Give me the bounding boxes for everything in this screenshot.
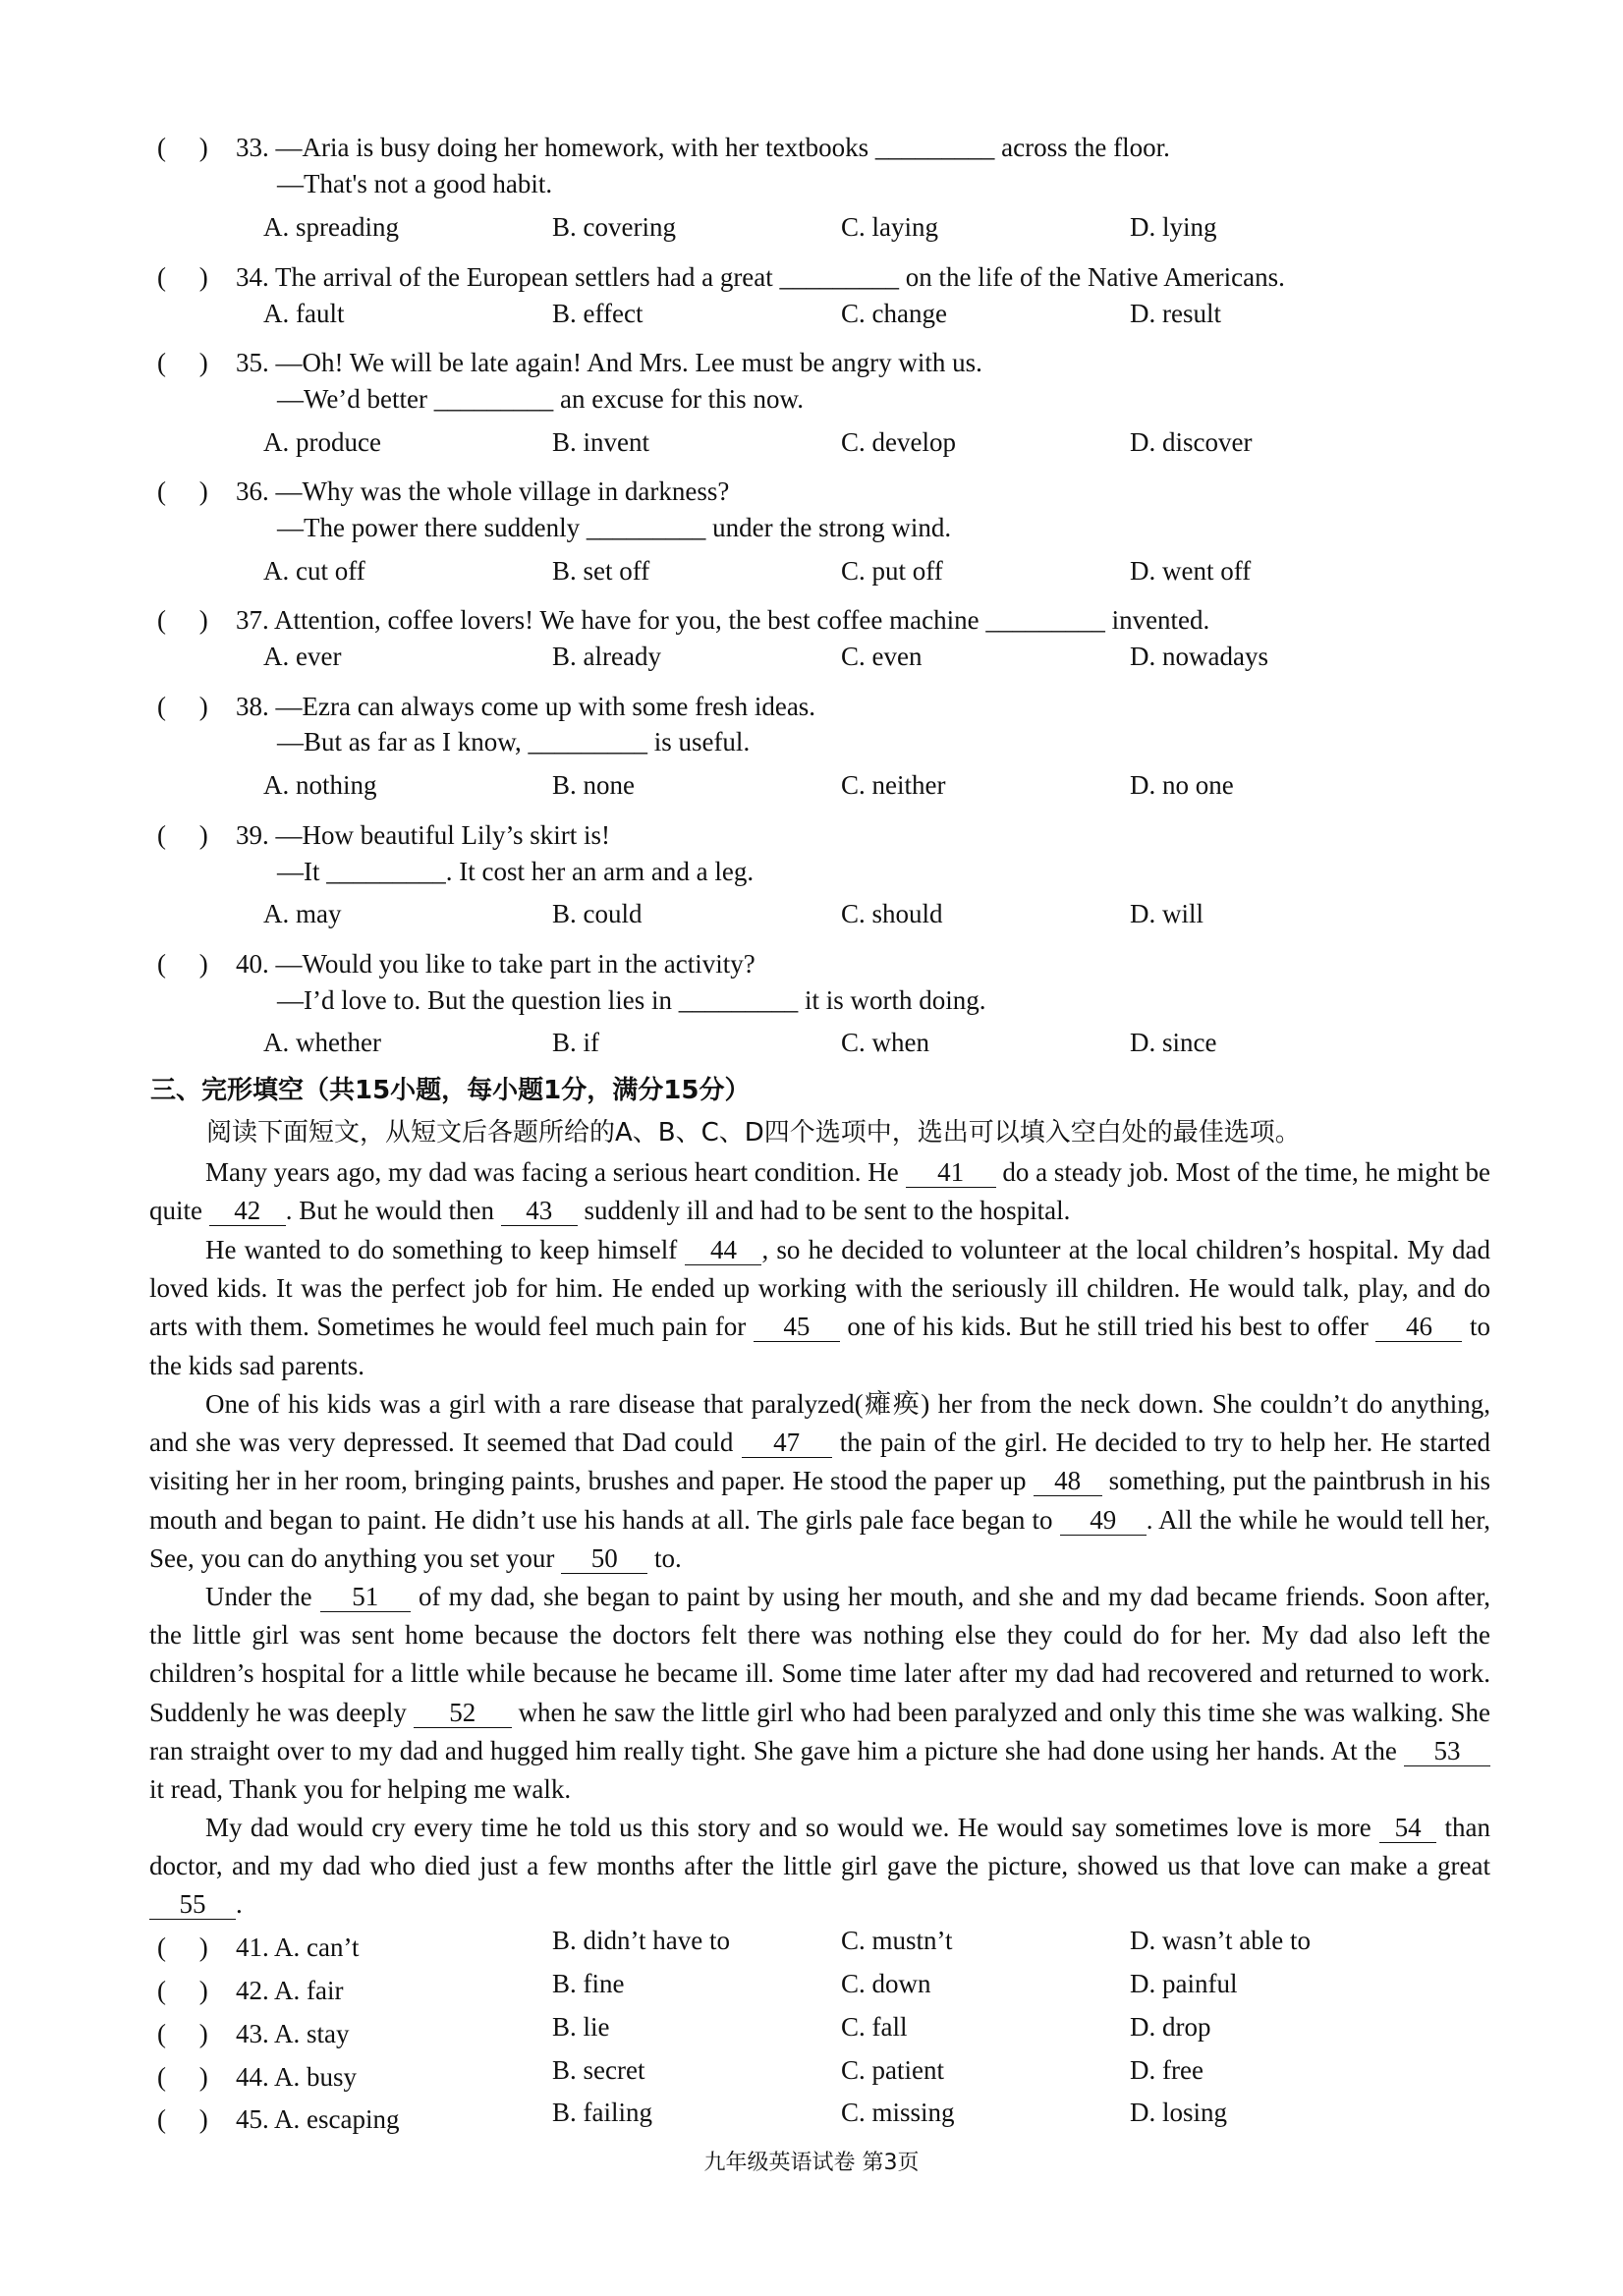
option-b: B. set off	[552, 556, 650, 586]
cloze-blank-44[interactable]: 44	[685, 1235, 761, 1265]
passage-paragraph-4: Under the 51 of my dad, she began to paint by using her mouth, and she and my dad became friends. Soon after, the little girl was sent home because the doctors felt there was nothing else they could do for her. My dad also left the children’s hospital for a little while because he became ill. Some time later after my dad had recovered and returned to work. Suddenly he was deeply 52 when he saw the little girl who had been paralyzed and only this time she was walking. She ran straight over to my dad and hugged him really tight. She gave him a picture she had done using her hands. At the 53 it read, Thank you for helping me walk.	[149, 1582, 1491, 1805]
passage-paragraph-2: He wanted to do something to keep himself 44 , so he decided to volunteer at the local children’s hospital. My dad loved kids. It was the perfect job for him. He ended up working with the seriously ill children. He would talk, play, and do arts with them. Sometimes he would feel much pain for 45 one of his kids. But he still tried his best to offer 46 to the kids sad parents.	[149, 1235, 1491, 1380]
question-34	[157, 255, 1285, 294]
cloze-blank-54[interactable]: 54	[1379, 1813, 1436, 1843]
question-stem: 40. —Would you like to take part in the activity?	[236, 949, 756, 979]
cloze-blank-46[interactable]: 46	[1375, 1312, 1462, 1342]
question-36	[157, 470, 729, 508]
option-c: C. down	[841, 1969, 931, 1998]
option-a: A. may	[263, 899, 342, 928]
answer-bracket[interactable]: ( )	[157, 1932, 208, 1962]
cloze-question-45: ( ) 45. A. escaping	[157, 2098, 399, 2136]
question-stem: 34. The arrival of the European settlers had a great _________ on the life of the Native Americans.	[236, 262, 1285, 292]
option-d: D. free	[1130, 2055, 1203, 2085]
option-b: B. could	[552, 899, 643, 928]
question-stem: 38. —Ezra can always come up with some fresh ideas.	[236, 692, 816, 721]
question-39	[157, 813, 610, 852]
passage-paragraph-1: Many years ago, my dad was facing a serious heart condition. He 41 do a steady job. Most of the time, he might be quite 42 . But he would then 43 suddenly ill and had to be sent to the hospital.	[149, 1157, 1491, 1226]
cloze-question-41: ( ) 41. A. can’t	[157, 1926, 359, 1964]
option-d: D. drop	[1130, 2012, 1211, 2042]
option-c: C. fall	[841, 2012, 908, 2042]
option-c: C. when	[841, 1028, 929, 1057]
options-row	[263, 1969, 1442, 2008]
option-d: D. nowadays	[1130, 642, 1268, 671]
option-a: A. nothing	[263, 770, 377, 800]
option-b: B. invent	[552, 427, 649, 457]
option-d: D. painful	[1130, 1969, 1238, 1998]
answer-bracket[interactable]: ( )	[157, 348, 208, 377]
section-instruction: 阅读下面短文，从短文后各题所给的A、B、C、D四个选项中，选出可以填入空白处的最佳选项。	[206, 1118, 1301, 1148]
option-d: D. losing	[1130, 2098, 1228, 2127]
option-c: C. change	[841, 299, 947, 328]
answer-bracket[interactable]: ( )	[157, 2104, 208, 2134]
answer-bracket[interactable]: ( )	[157, 949, 208, 979]
cloze-blank-55[interactable]: 55	[149, 1889, 236, 1920]
options-row	[263, 1028, 1442, 1067]
question-33	[157, 126, 1170, 164]
question-stem: 37. Attention, coffee lovers! We have for you, the best coffee machine _________ invented.	[236, 605, 1210, 635]
answer-bracket[interactable]: ( )	[157, 692, 208, 721]
option-c: C. neither	[841, 770, 946, 800]
cloze-question-44: ( ) 44. A. busy	[157, 2055, 357, 2094]
option-d: D. will	[1130, 899, 1204, 928]
option-c: C. develop	[841, 427, 956, 457]
cloze-blank-43[interactable]: 43	[501, 1196, 578, 1226]
options-row	[263, 427, 1442, 467]
option-a: A. whether	[263, 1028, 381, 1057]
option-c: C. patient	[841, 2055, 944, 2085]
options-row	[263, 770, 1442, 810]
option-c: C. mustn’t	[841, 1926, 953, 1955]
options-row	[263, 556, 1442, 595]
question-40	[157, 942, 756, 980]
answer-bracket[interactable]: ( )	[157, 2062, 208, 2092]
answer-bracket[interactable]: ( )	[157, 262, 208, 292]
answer-bracket[interactable]: ( )	[157, 2019, 208, 2048]
question-reply: —That's not a good habit.	[277, 169, 553, 198]
option-d: D. wasn’t able to	[1130, 1926, 1311, 1955]
option-d: D. went off	[1130, 556, 1252, 586]
option-b: B. already	[552, 642, 661, 671]
option-b: B. didn’t have to	[552, 1926, 730, 1955]
question-reply: —I’d love to. But the question lies in _________ it is worth doing.	[277, 985, 986, 1015]
section-heading: 三、完形填空（共15小题，每小题1分，满分15分）	[150, 1076, 751, 1105]
cloze-blank-52[interactable]: 52	[414, 1698, 512, 1728]
option-b: B. none	[552, 770, 635, 800]
question-reply: —But as far as I know, _________ is useful.	[277, 727, 751, 756]
answer-bracket[interactable]: ( )	[157, 133, 208, 162]
cloze-blank-45[interactable]: 45	[754, 1312, 840, 1342]
cloze-blank-41[interactable]: 41	[906, 1157, 996, 1188]
option-d: D. result	[1130, 299, 1221, 328]
option-a: A. cut off	[263, 556, 365, 586]
question-reply: —It _________. It cost her an arm and a leg.	[277, 857, 755, 886]
option-c: C. even	[841, 642, 923, 671]
options-row	[263, 212, 1442, 252]
option-b: B. if	[552, 1028, 600, 1057]
option-a: A. produce	[263, 427, 381, 457]
question-reply: —We’d better _________ an excuse for this now.	[277, 384, 804, 414]
options-row	[263, 642, 1442, 681]
question-stem: 35. —Oh! We will be late again! And Mrs. Lee must be angry with us.	[236, 348, 982, 377]
option-c: C. laying	[841, 212, 938, 242]
page-footer: 九年级英语试卷 第3页	[703, 2151, 920, 2175]
options-row	[263, 2012, 1442, 2051]
cloze-question-43: ( ) 43. A. stay	[157, 2012, 350, 2050]
option-a: A. fault	[263, 299, 345, 328]
option-b: B. covering	[552, 212, 676, 242]
cloze-blank-50[interactable]: 50	[561, 1543, 647, 1574]
passage-paragraph-5: My dad would cry every time he told us this story and so would we. He would say sometimes love is more 54 than doctor, and my dad who died just a few months after the little girl gave the picture, showed us that love can make a great 55 .	[149, 1813, 1491, 1920]
question-reply: —The power there suddenly _________ under the strong wind.	[277, 513, 952, 542]
option-d: D. lying	[1130, 212, 1217, 242]
question-38	[157, 685, 815, 723]
option-b: B. failing	[552, 2098, 652, 2127]
option-a: A. ever	[263, 642, 342, 671]
option-a: A. spreading	[263, 212, 399, 242]
option-c: C. missing	[841, 2098, 955, 2127]
cloze-blank-42[interactable]: 42	[209, 1196, 286, 1226]
options-row	[263, 1926, 1442, 1965]
cloze-blank-48[interactable]: 48	[1034, 1466, 1102, 1496]
cloze-blank-51[interactable]: 51	[320, 1582, 411, 1612]
option-b: B. fine	[552, 1969, 625, 1998]
cloze-question-42: ( ) 42. A. fair	[157, 1969, 343, 2007]
option-c: C. should	[841, 899, 943, 928]
options-row	[263, 2098, 1442, 2137]
answer-bracket[interactable]: ( )	[157, 605, 208, 635]
option-b: B. effect	[552, 299, 644, 328]
question-stem: 33. —Aria is busy doing her homework, with her textbooks _________ across the floor.	[236, 133, 1170, 162]
answer-bracket[interactable]: ( )	[157, 1976, 208, 2005]
question-37	[157, 598, 1209, 637]
question-stem: 39. —How beautiful Lily’s skirt is!	[236, 820, 610, 850]
question-35	[157, 341, 982, 379]
option-d: D. no one	[1130, 770, 1234, 800]
answer-bracket[interactable]: ( )	[157, 476, 208, 506]
cloze-blank-53[interactable]: 53	[1404, 1736, 1490, 1766]
option-d: D. discover	[1130, 427, 1253, 457]
cloze-blank-47[interactable]: 47	[742, 1428, 832, 1458]
options-row	[263, 2055, 1442, 2095]
option-d: D. since	[1130, 1028, 1217, 1057]
answer-bracket[interactable]: ( )	[157, 820, 208, 850]
option-c: C. put off	[841, 556, 943, 586]
cloze-blank-49[interactable]: 49	[1060, 1505, 1147, 1536]
options-row	[263, 299, 1442, 338]
question-stem: 36. —Why was the whole village in darkness?	[236, 476, 730, 506]
passage-paragraph-3: One of his kids was a girl with a rare disease that paralyzed(瘫痪) her from the neck down. She couldn’t do anything, and she was very depressed. It seemed that Dad could 47 the pain of the girl. He decided to try to help her. He started visiting her in her room, bringing paints, brushes and paper. He stood the paper up 48 something, put the paintbrush in his mouth and began to paint. He didn’t use his hands at all. The girls pale face began to 49 . All the while he would tell her, See, you can do anything you set your 50 to.	[149, 1389, 1491, 1573]
option-b: B. lie	[552, 2012, 610, 2042]
options-row	[263, 899, 1442, 938]
option-b: B. secret	[552, 2055, 645, 2085]
